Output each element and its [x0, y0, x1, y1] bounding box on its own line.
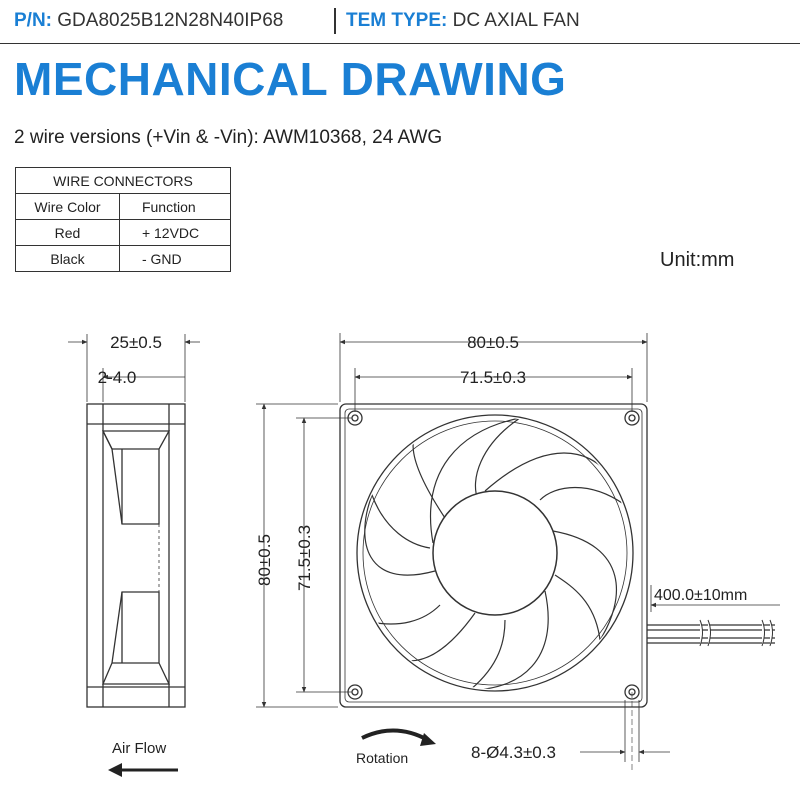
air-flow-arrow-icon: [108, 763, 178, 777]
part-number-value: GDA8025B12N28N40IP68: [57, 10, 284, 31]
air-flow-label: Air Flow: [112, 740, 167, 757]
column-header-function: Function: [119, 194, 230, 220]
wire-color-cell: Red: [16, 220, 120, 246]
item-type-label: TEM TYPE:: [346, 10, 448, 31]
wire-function-cell: + 12VDC: [119, 220, 230, 246]
front-view: [256, 333, 780, 770]
rotation-arrow-icon: [362, 730, 436, 746]
unit-label: Unit:mm: [660, 249, 735, 271]
item-type-value: DC AXIAL FAN: [452, 10, 580, 31]
table-title: WIRE CONNECTORS: [16, 168, 231, 194]
wire-color-cell: Black: [16, 246, 120, 272]
part-number-label: P/N:: [14, 10, 52, 31]
hole-diameter-dimension: 8-Ø4.3±0.3: [471, 743, 556, 762]
side-depth-dimension: 25±0.5: [110, 333, 162, 352]
front-hole-spacing-vertical-dimension: 71.5±0.3: [295, 524, 314, 592]
side-flange-dimension: 2-4.0: [97, 368, 137, 387]
rotation-label: Rotation: [356, 750, 409, 766]
page-title: MECHANICAL DRAWING: [14, 53, 567, 105]
front-hole-spacing-dimension: 71.5±0.3: [459, 368, 527, 387]
front-height-dimension: 80±0.5: [255, 534, 274, 586]
side-view: [68, 334, 200, 707]
front-width-dimension: 80±0.5: [467, 333, 519, 352]
cable-length-dimension: 400.0±10mm: [654, 587, 748, 604]
column-header-wire-color: Wire Color: [16, 194, 120, 220]
wire-function-cell: - GND: [119, 246, 230, 272]
wire-description: 2 wire versions (+Vin & -Vin): AWM10368, 24 AWG: [14, 127, 443, 148]
